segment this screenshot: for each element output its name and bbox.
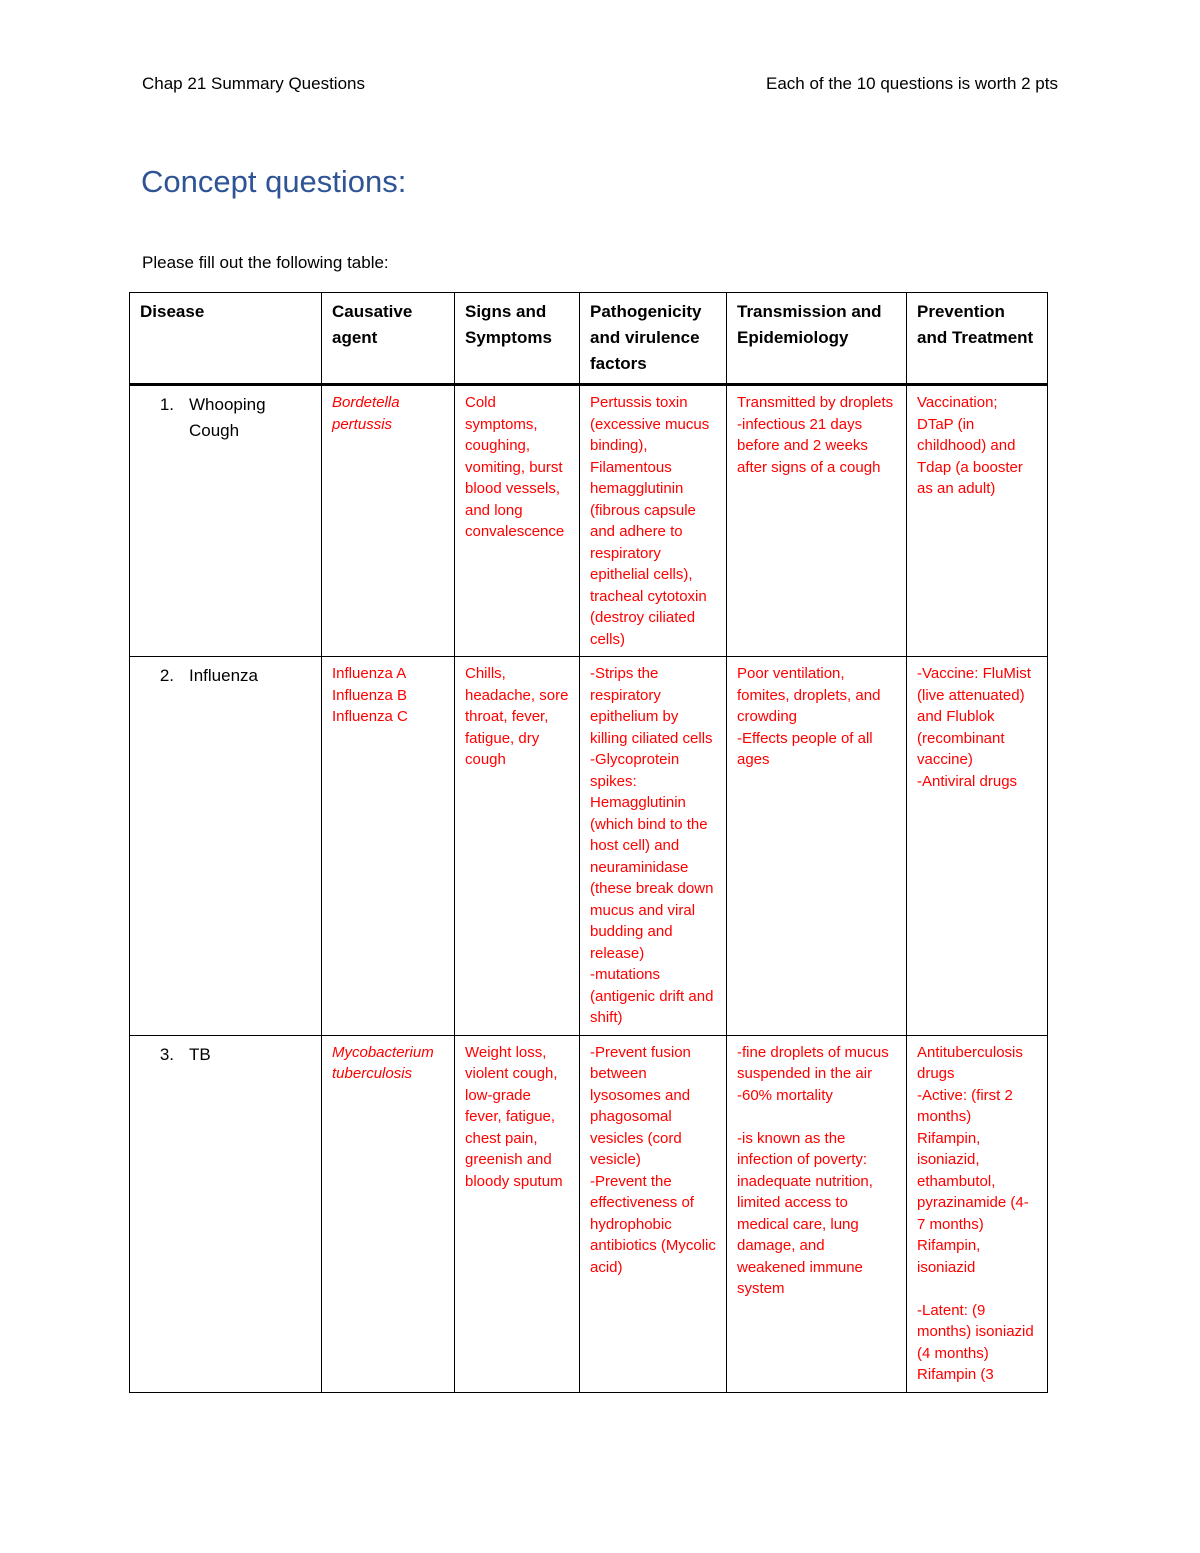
agent-cell: Mycobacterium tuberculosis <box>322 1035 455 1392</box>
row-number: 2. <box>159 666 174 685</box>
prevention-cell: Vaccination; DTaP (in childhood) and Tdap (a booster as an adult) <box>907 385 1048 657</box>
signs-cell: Chills, headache, sore throat, fever, fatigue, dry cough <box>455 657 580 1036</box>
disease-name: Influenza <box>189 666 258 685</box>
agent-cell: Influenza A Influenza B Influenza C <box>322 657 455 1036</box>
instructions: Please fill out the following table: <box>142 253 389 272</box>
table-header-row <box>130 293 1048 385</box>
table-row <box>130 385 1048 657</box>
transmission-cell: Poor ventilation, fomites, droplets, and crowding -Effects people of all ages <box>727 657 907 1036</box>
prevention-cell: -Vaccine: FluMist (live attenuated) and Flublok (recombinant vaccine) -Antiviral drugs <box>907 657 1048 1036</box>
prevention-cell: Antituberculosis drugs -Active: (first 2 months) Rifampin, isoniazid, ethambutol, pyrazinamide (4-7 months) Rifampin, isoniazid -Latent: (9 months) isoniazid (4 months) Rifampin (3 <box>907 1035 1048 1392</box>
column-header-disease: Disease <box>130 293 322 385</box>
column-header-agent: Causative agent <box>322 293 455 385</box>
row-number: 3. <box>159 1044 174 1064</box>
header-title: Chap 21 Summary Questions <box>142 74 365 93</box>
disease-name: Whooping Cough <box>189 395 266 440</box>
transmission-cell: -fine droplets of mucus suspended in the air -60% mortality -is known as the infection of poverty: inadequate nutrition, limited access to medical care, lung damage, and weakened immune system <box>727 1035 907 1392</box>
signs-cell: Cold symptoms, coughing, vomiting, burst blood vessels, and long convalescence <box>455 385 580 657</box>
signs-cell: Weight loss, violent cough, low-grade fever, fatigue, chest pain, greenish and bloody sputum <box>455 1035 580 1392</box>
column-header-prevention: Prevention and Treatment <box>907 293 1048 385</box>
column-header-pathogenicity: Pathogenicity and virulence factors <box>580 293 727 385</box>
summary-table <box>129 292 1048 1393</box>
table-row <box>130 1035 1048 1392</box>
column-header-transmission: Transmission and Epidemiology <box>727 293 907 385</box>
disease-cell <box>130 1035 322 1392</box>
table-row <box>130 657 1048 1036</box>
disease-name: TB <box>189 1044 211 1064</box>
agent-cell: Bordetella pertussis <box>322 385 455 657</box>
column-header-signs: Signs and Symptoms <box>455 293 580 385</box>
disease-cell <box>130 385 322 657</box>
header-points: Each of the 10 questions is worth 2 pts <box>765 74 1058 93</box>
concept-heading: Concept questions: <box>141 164 407 199</box>
pathogenicity-cell: -Strips the respiratory epithelium by killing ciliated cells -Glycoprotein spikes: Hemagglutinin (which bind to the host cell) and neuraminidase (these break down mucus and viral budding and release) -mutations (antigenic drift and shift) <box>580 657 727 1036</box>
pathogenicity-cell: Pertussis toxin (excessive mucus binding), Filamentous hemagglutinin (fibrous capsule and adhere to respiratory epithelial cells), tracheal cytotoxin (destroy ciliated cells) <box>580 385 727 657</box>
disease-cell <box>130 657 322 1036</box>
pathogenicity-cell: -Prevent fusion between lysosomes and phagosomal vesicles (cord vesicle) -Prevent the effectiveness of hydrophobic antibiotics (Mycolic acid) <box>580 1035 727 1392</box>
page-header <box>142 74 1058 94</box>
transmission-cell: Transmitted by droplets -infectious 21 days before and 2 weeks after signs of a cough <box>727 385 907 657</box>
row-number: 1. <box>159 395 174 414</box>
